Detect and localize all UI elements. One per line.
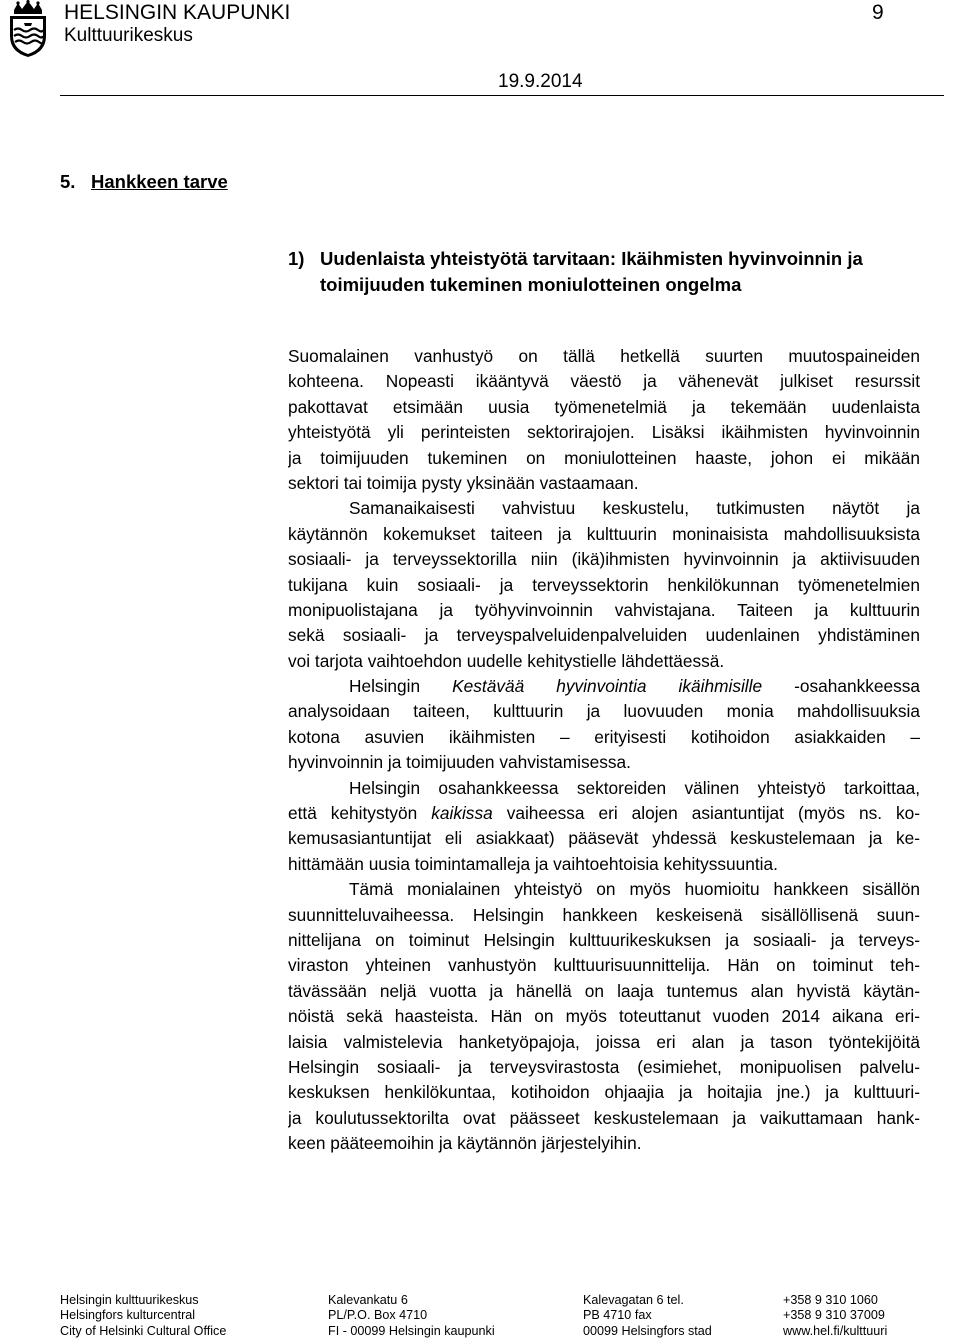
subsection-number: 1) [288,248,305,269]
body-line: nöistä sekä haasteista. Hän on myös toteuttanut vuoden 2014 aikana eri- [288,1006,920,1027]
footer-website: www.hel.fi/kulttuuri [783,1323,888,1338]
body-line: kohteena. Nopeasti ikääntyvä väestö ja vähenevät julkiset resurssit [288,371,920,392]
organization-name: HELSINGIN KAUPUNKI [64,1,291,24]
section-title: Hankkeen tarve [91,171,228,192]
body-line: kemusasiantuntijat eli asiakkaat) pääsevät yhdessä keskustelemaan ja ke- [288,828,920,849]
header-rule [60,95,944,96]
body-line: hyvinvoinnin ja toimijuuden vahvistamisessa. [288,752,631,773]
body-text [288,344,920,1157]
unit-name: Kulttuurikeskus [64,25,193,46]
footer-text: PL/P.O. Box 4710 [328,1308,428,1323]
body-line: analysoidaan taiteen, kulttuurin ja luovuuden monia mahdollisuuksia [288,701,920,722]
section-number: 5. [60,171,76,192]
project-name-italic: Kestävää hyvinvointia ikäihmisille [452,676,763,697]
emphasis-italic: kaikissa [431,803,493,824]
footer-text: Kalevagatan 6 tel. [583,1293,684,1307]
body-line: laisia valmistelevia hanketyöpajoja, joissa eri alan ja tason työntekijöitä [288,1031,920,1052]
document-date: 19.9.2014 [498,71,583,92]
body-line-mixed [288,674,920,699]
footer-text: Helsingin kulttuurikeskus [60,1293,199,1307]
body-line: voi tarjota vaihtoehdon uudelle kehitystielle lähdettäessä. [288,650,725,671]
body-line: keen pääteemoihin ja käytännön järjestelyihin. [288,1133,642,1154]
body-line: sektori tai toimija pysty yksinään vastaamaan. [288,472,639,493]
body-line: Samanaikaisesti vahvistuu keskustelu, tutkimusten näytöt ja [349,498,920,519]
body-line: sekä sosiaali- ja terveyspalveluidenpalveluiden uudenlainen yhdistäminen [288,625,920,646]
footer-col-office [60,1293,226,1339]
body-line: Helsingin osahankkeessa sektoreiden välinen yhteistyö tarkoittaa, [349,777,920,798]
body-line: ja toimijuuden tukeminen on moniulotteinen haaste, johon ei mikään [288,447,920,468]
body-line: kotona asuvien ikäihmisten – erityisesti kotihoidon asiakkaiden – [288,726,920,747]
footer-fax: +358 9 310 37009 [783,1308,885,1323]
subsection-heading [288,246,900,298]
footer-phone: +358 9 310 1060 [783,1293,878,1307]
footer-col-address-fi [328,1293,495,1339]
body-line: sosiaali- ja terveyssektorilla niin (ikä)ihmisten hyvinvoinnin ja aktiivisuuden [288,549,920,570]
helsinki-crest-icon [2,0,54,58]
footer-text: PB 4710 fax [583,1308,652,1323]
body-line: ja koulutussektorilta ovat päässeet keskustelemaan ja vaikuttamaan hank- [288,1107,920,1128]
body-line: tukijana kuin sosiaali- ja terveyssektorin henkilökunnan työmenetelmien [288,574,920,595]
body-line: suunnitteluvaiheessa. Helsingin hankkeen keskeisenä sisällöllisenä suun- [288,904,920,925]
footer-text: FI - 00099 Helsingin kaupunki [328,1323,495,1338]
body-line: Helsingin sosiaali- ja terveysvirastosta (esimiehet, monipuolisen palvelu- [288,1056,920,1077]
body-line: Tämä monialainen yhteistyö on myös huomioitu hankkeen sisällön [349,879,920,900]
footer-text: Kalevankatu 6 [328,1293,408,1307]
footer-text: Helsingfors kulturcentral [60,1308,196,1323]
section-heading [60,171,228,193]
footer-col-address-sv [583,1293,712,1339]
body-line: nittelijana on toiminut Helsingin kulttuurikeskuksen ja sosiaali- ja terveys- [288,929,920,950]
footer-text: City of Helsinki Cultural Office [60,1323,227,1338]
body-line: hittämään uusia toimintamalleja ja vaihtoehtoisia kehityssuuntia. [288,853,778,874]
page-number: 9 [872,1,884,24]
body-line: monipuolistajana ja työhyvinvoinnin vahvistajana. Taiteen ja kulttuurin [288,599,920,620]
body-text-run: Helsingin [349,676,421,697]
body-line: yhteistyötä yli perinteisten sektorirajojen. Lisäksi ikäihmisten hyvinvoinnin [288,422,920,443]
body-line: viraston yhteinen vanhustyön kulttuurisuunnittelija. Hän on toiminut teh- [288,955,920,976]
body-text-run: vaiheessa eri alojen asiantuntijat (myös ns. ko- [506,803,920,824]
subsection-title-line2: toimijuuden tukeminen moniulotteinen ongelma [320,274,742,295]
subsection-title-line1: Uudenlaista yhteistyötä tarvitaan: Ikäihmisten hyvinvoinnin ja [320,248,863,269]
body-text-run: että kehitystyön [288,803,418,824]
body-line-mixed [288,801,920,826]
footer-text: 00099 Helsingfors stad [583,1323,712,1338]
body-line: tävässään neljä vuotta ja hänellä on laaja tuntemus alan hyvistä käytän- [288,980,920,1001]
footer-col-contact [783,1293,887,1339]
body-text-run: -osahankkeessa [794,676,920,697]
body-line: keskuksen henkilökuntaa, kotihoidon ohjaajia ja hoitajia jne.) ja kulttuuri- [288,1082,920,1103]
body-line: pakottavat etsimään uusia työmenetelmiä ja tekemään uudenlaista [288,396,920,417]
body-line: käytännön kokemukset taiteen ja kulttuurin moninaisista mahdollisuuksista [288,523,920,544]
body-line: Suomalainen vanhustyö on tällä hetkellä suurten muutospaineiden [288,346,920,366]
